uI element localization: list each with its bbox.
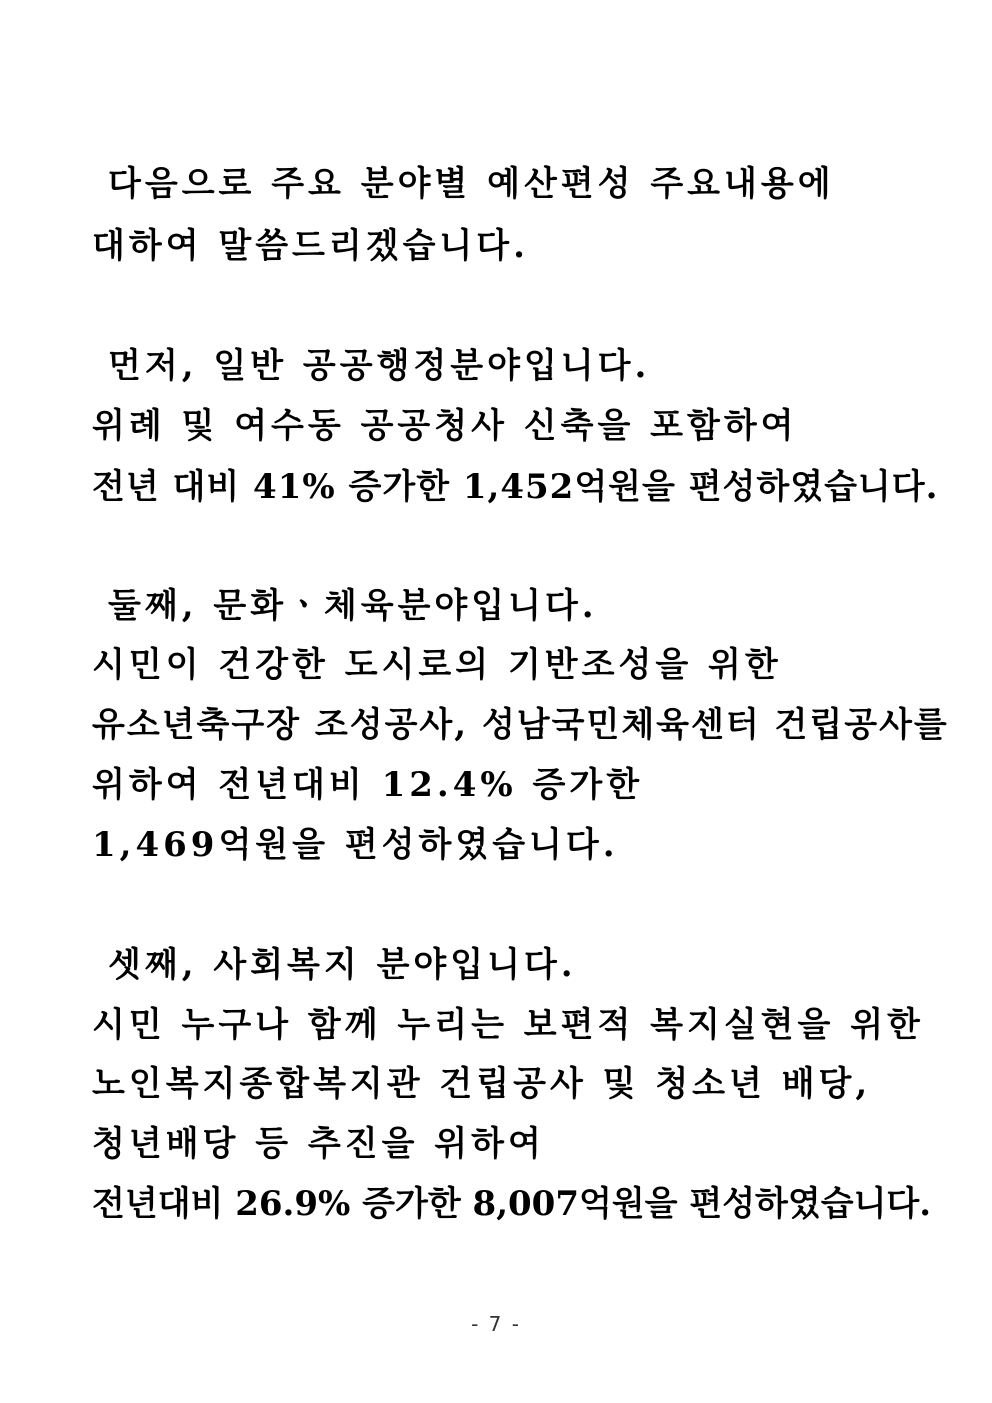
paragraph-3-line-3: 유소년축구장 조성공사, 성남국민체육센터 건립공사를 — [92, 705, 949, 745]
paragraph-4-line-3: 노인복지종합복지관 건립공사 및 청소년 배당, — [92, 1064, 872, 1104]
paragraph-4-line-2: 시민 누구나 함께 누리는 보편적 복지실현을 위한 — [92, 1005, 924, 1045]
paragraph-3-line-1: 둘째, 문화ㆍ체육분야입니다. — [108, 586, 598, 626]
page-number: - 7 - — [471, 1312, 521, 1336]
paragraph-2-line-2: 위례 및 여수동 공공청사 신축을 포함하여 — [92, 406, 798, 446]
paragraph-4-line-4: 청년배당 등 추진을 위하여 — [92, 1124, 545, 1164]
paragraph-2-line-3: 전년 대비 41% 증가한 1,452억원을 편성하였습니다. — [92, 467, 939, 507]
paragraph-1-line-2: 대하여 말씀드리겠습니다. — [92, 226, 529, 266]
paragraph-2-line-1: 먼저, 일반 공공행정분야입니다. — [108, 346, 651, 386]
paragraph-3-line-2: 시민이 건강한 도시로의 기반조성을 위한 — [92, 645, 782, 685]
paragraph-3-line-4: 위하여 전년대비 12.4% 증가한 — [92, 765, 644, 805]
paragraph-3-line-5: 1,469억원을 편성하였습니다. — [92, 825, 619, 865]
paragraph-4-line-5: 전년대비 26.9% 증가한 8,007억원을 편성하였습니다. — [92, 1184, 932, 1224]
paragraph-4-line-1: 셋째, 사회복지 분야입니다. — [108, 945, 577, 985]
paragraph-1-line-1: 다음으로 주요 분야별 예산편성 주요내용에 — [108, 164, 835, 204]
